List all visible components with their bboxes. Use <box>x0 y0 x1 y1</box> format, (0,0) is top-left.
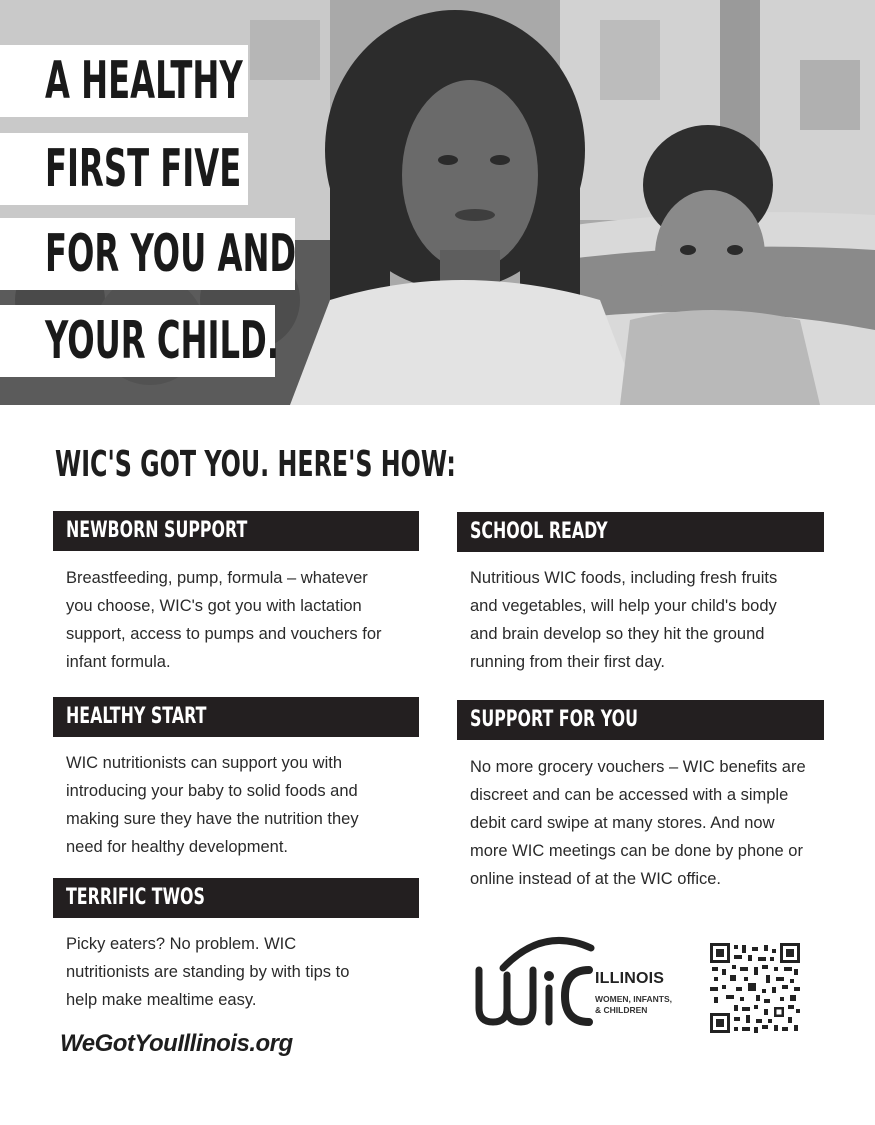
headline-line-1: A HEALTHY <box>0 45 248 117</box>
logo-tagline: WOMEN, INFANTS, & CHILDREN <box>595 994 672 1015</box>
logo-state: ILLINOIS <box>595 970 665 987</box>
qr-code-icon[interactable] <box>710 943 800 1033</box>
body-newborn-support: Breastfeeding, pump, formula – whatever you choose, WIC's got you with lactation support, access to pumps and vouchers for infant formula. <box>66 569 382 671</box>
headline-line-2: FIRST FIVE <box>0 133 248 205</box>
section-title: WIC'S GOT YOU. HERE'S HOW: <box>55 444 456 485</box>
wic-logo-text <box>595 970 672 1016</box>
body-healthy-start: WIC nutritionists can support you with introducing your baby to solid foods and making sure they have the nutrition they need for healthy development. <box>66 754 359 856</box>
headline-line-3: FOR YOU AND <box>0 218 295 290</box>
body-school-ready: Nutritious WIC foods, including fresh fruits and vegetables, will help your child's body and brain develop so they hit the ground running from their first day. <box>470 569 778 671</box>
heading-healthy-start: HEALTHY START <box>53 697 419 737</box>
body-support-for-you: No more grocery vouchers – WIC benefits are discreet and can be accessed with a simple debit card swipe at many stores. And now more WIC meetings can be done by phone or online instead of at the WIC office. <box>470 758 806 888</box>
hero-photo <box>0 0 875 405</box>
website-link[interactable]: WeGotYouIllinois.org <box>60 1030 293 1057</box>
body-terrific-twos: Picky eaters? No problem. WIC nutritionists are standing by with tips to help make mealtime easy. <box>66 935 350 1009</box>
headline-line-4: YOUR CHILD. <box>0 305 275 377</box>
heading-school-ready: SCHOOL READY <box>457 512 824 552</box>
heading-newborn-support: NEWBORN SUPPORT <box>53 511 419 551</box>
heading-terrific-twos: TERRIFIC TWOS <box>53 878 419 918</box>
heading-support-for-you: SUPPORT FOR YOU <box>457 700 824 740</box>
